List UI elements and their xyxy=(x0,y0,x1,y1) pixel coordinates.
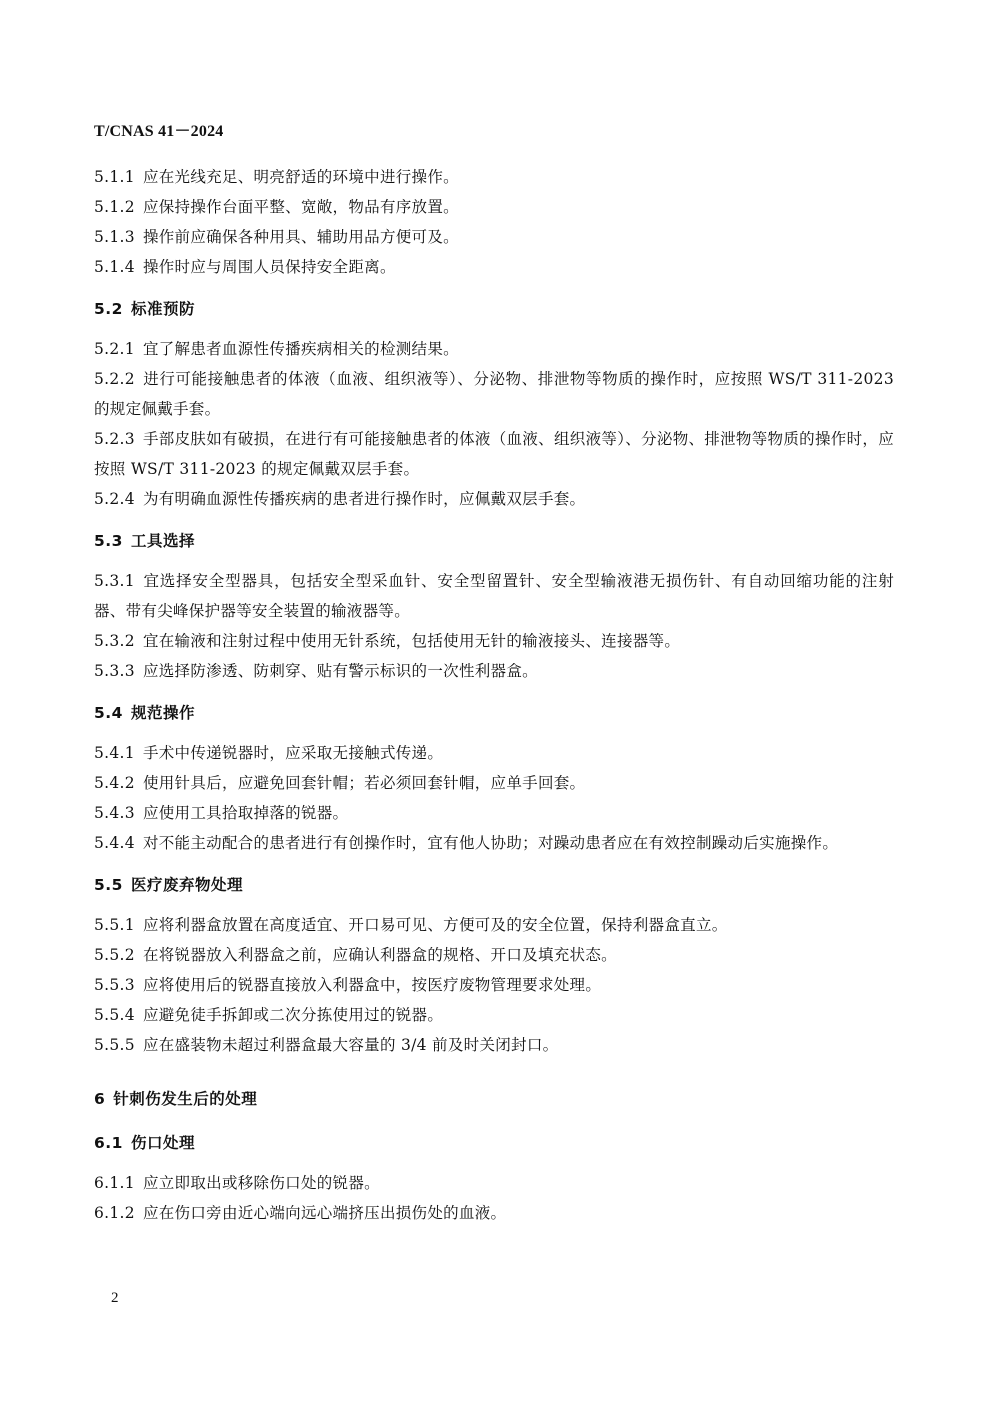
clause-text: 手部皮肤如有破损，在进行有可能接触患者的体液（血液、组织液等）、分泌物、排泄物等物质的操作时，应按照 WS/T 311-2023 的规定佩戴双层手套。 xyxy=(94,430,894,478)
clause-text: 应在盛装物未超过利器盒最大容量的 3/4 前及时关闭封口。 xyxy=(142,1036,559,1054)
clause-number: 5.5.3 xyxy=(94,976,135,994)
clause-text: 宜在输液和注射过程中使用无针系统，包括使用无针的输液接头、连接器等。 xyxy=(142,632,681,650)
clause-text: 手术中传递锐器时，应采取无接触式传递。 xyxy=(142,744,444,762)
clause-number: 5.3.3 xyxy=(94,662,135,680)
section-heading xyxy=(94,870,894,900)
clause-text: 宜选择安全型器具，包括安全型采血针、安全型留置针、安全型输液港无损伤针、有自动回缩功能的注射器、带有尖峰保护器等安全装置的输液器等。 xyxy=(94,572,894,620)
clause-number: 5.5.5 xyxy=(94,1036,135,1054)
clause-item xyxy=(94,768,894,798)
clause-text: 应将使用后的锐器直接放入利器盒中，按医疗废物管理要求处理。 xyxy=(142,976,602,994)
clause-number: 5.5 xyxy=(94,876,123,894)
section-heading xyxy=(94,294,894,324)
clause-number: 6.1.1 xyxy=(94,1174,135,1192)
clause-item xyxy=(94,626,894,656)
clause-number: 5.4.1 xyxy=(94,744,135,762)
clause-text: 针刺伤发生后的处理 xyxy=(113,1090,258,1108)
clause-text: 进行可能接触患者的体液（血液、组织液等）、分泌物、排泄物等物质的操作时，应按照 WS/T 311-2023 的规定佩戴手套。 xyxy=(94,370,894,418)
clause-text: 在将锐器放入利器盒之前，应确认利器盒的规格、开口及填充状态。 xyxy=(142,946,617,964)
clause-number: 5.4.3 xyxy=(94,804,135,822)
clause-number: 5.2.1 xyxy=(94,340,135,358)
clause-text: 规范操作 xyxy=(130,704,195,722)
clause-text: 为有明确血源性传播疾病的患者进行操作时，应佩戴双层手套。 xyxy=(142,490,586,508)
clause-number: 5.2.3 xyxy=(94,430,135,448)
section-heading xyxy=(94,1128,894,1158)
clause-number: 5.1.2 xyxy=(94,198,135,216)
clause-item xyxy=(94,364,894,424)
clause-item xyxy=(94,940,894,970)
clause-text: 应避免徒手拆卸或二次分拣使用过的锐器。 xyxy=(142,1006,444,1024)
clause-text: 应保持操作台面平整、宽敞，物品有序放置。 xyxy=(142,198,459,216)
clause-text: 工具选择 xyxy=(130,532,195,550)
clause-item xyxy=(94,910,894,940)
clause-number: 5.5.4 xyxy=(94,1006,135,1024)
clause-item xyxy=(94,566,894,626)
clause-number: 6 xyxy=(94,1090,106,1108)
clause-item xyxy=(94,1000,894,1030)
clause-text: 医疗废弃物处理 xyxy=(130,876,243,894)
clause-text: 应将利器盒放置在高度适宜、开口易可见、方便可及的安全位置，保持利器盒直立。 xyxy=(142,916,728,934)
clause-number: 5.3.1 xyxy=(94,572,135,590)
clause-number: 5.5.1 xyxy=(94,916,135,934)
clause-number: 6.1.2 xyxy=(94,1204,135,1222)
section-heading xyxy=(94,1084,894,1114)
clause-text: 宜了解患者血源性传播疾病相关的检测结果。 xyxy=(142,340,459,358)
clause-item xyxy=(94,1168,894,1198)
clause-number: 5.4.4 xyxy=(94,834,135,852)
clause-text: 应在伤口旁由近心端向远心端挤压出损伤处的血液。 xyxy=(142,1204,507,1222)
clause-item xyxy=(94,1030,894,1060)
clause-item xyxy=(94,828,894,858)
clause-text: 标准预防 xyxy=(130,300,195,318)
clause-item xyxy=(94,738,894,768)
clause-number: 5.5.2 xyxy=(94,946,135,964)
document-body xyxy=(94,162,894,1228)
clause-text: 伤口处理 xyxy=(130,1134,195,1152)
clause-text: 应在光线充足、明亮舒适的环境中进行操作。 xyxy=(142,168,459,186)
clause-item xyxy=(94,192,894,222)
clause-text: 应选择防渗透、防刺穿、贴有警示标识的一次性利器盒。 xyxy=(142,662,538,680)
clause-item xyxy=(94,798,894,828)
clause-item xyxy=(94,424,894,484)
clause-number: 5.1.4 xyxy=(94,258,135,276)
clause-text: 应立即取出或移除伤口处的锐器。 xyxy=(142,1174,380,1192)
clause-number: 5.3.2 xyxy=(94,632,135,650)
clause-number: 5.2.2 xyxy=(94,370,135,388)
section-heading xyxy=(94,526,894,556)
clause-text: 对不能主动配合的患者进行有创操作时，宜有他人协助；对躁动患者应在有效控制躁动后实施操作。 xyxy=(142,834,839,852)
clause-number: 6.1 xyxy=(94,1134,123,1152)
clause-text: 操作时应与周围人员保持安全距离。 xyxy=(142,258,396,276)
clause-number: 5.4 xyxy=(94,704,123,722)
clause-item xyxy=(94,334,894,364)
clause-item xyxy=(94,484,894,514)
clause-item xyxy=(94,162,894,192)
clause-item xyxy=(94,222,894,252)
clause-item xyxy=(94,970,894,1000)
clause-item xyxy=(94,252,894,282)
section-heading xyxy=(94,698,894,728)
page-number: 2 xyxy=(111,1290,119,1306)
document-id-header: T/CNAS 41－2024 xyxy=(94,123,224,140)
clause-item xyxy=(94,1198,894,1228)
clause-text: 应使用工具拾取掉落的锐器。 xyxy=(142,804,349,822)
clause-number: 5.4.2 xyxy=(94,774,135,792)
clause-number: 5.2.4 xyxy=(94,490,135,508)
clause-item xyxy=(94,656,894,686)
clause-text: 操作前应确保各种用具、辅助用品方便可及。 xyxy=(142,228,459,246)
clause-number: 5.1.1 xyxy=(94,168,135,186)
clause-number: 5.2 xyxy=(94,300,123,318)
clause-text: 使用针具后，应避免回套针帽；若必须回套针帽，应单手回套。 xyxy=(142,774,586,792)
clause-number: 5.3 xyxy=(94,532,123,550)
clause-number: 5.1.3 xyxy=(94,228,135,246)
